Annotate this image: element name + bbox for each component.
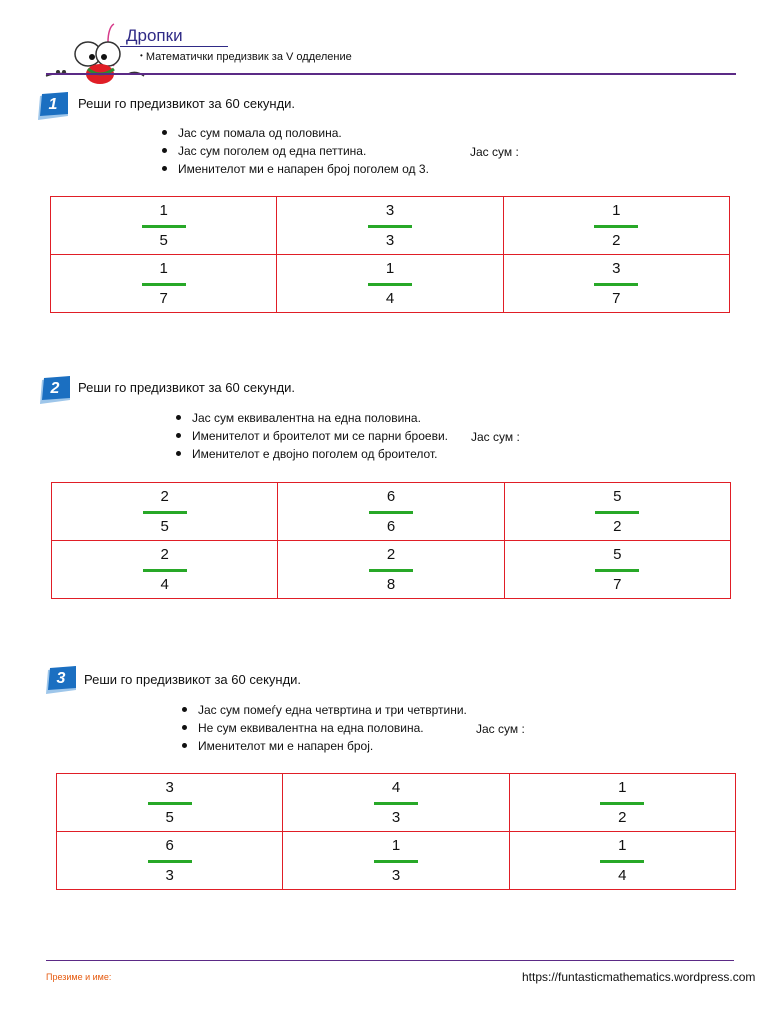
numerator: 6 <box>386 487 396 505</box>
fraction-cell[interactable] <box>504 541 730 599</box>
fraction-bar <box>600 802 644 805</box>
fraction-cell[interactable] <box>57 832 283 890</box>
clue-item: Јас сум помала од половина. <box>156 124 429 142</box>
clue-list <box>170 409 448 463</box>
fraction <box>142 201 186 251</box>
denominator: 5 <box>160 517 169 535</box>
fraction-cell[interactable] <box>51 197 277 255</box>
table-row <box>57 774 736 832</box>
task-number: 3 <box>56 670 66 687</box>
fraction-cell[interactable] <box>509 832 735 890</box>
table-row <box>51 255 730 313</box>
numerator: 2 <box>160 545 169 563</box>
denominator: 5 <box>159 231 168 249</box>
table-row <box>57 832 736 890</box>
fraction <box>143 545 187 595</box>
footer-divider <box>46 960 734 961</box>
clue-item: Именителот ми е напарен број поголем од 3. <box>156 160 429 178</box>
fraction-cell[interactable] <box>52 541 278 599</box>
fraction-bar <box>143 569 187 572</box>
answer-label: Јас сум : <box>476 722 525 736</box>
fraction <box>600 778 644 828</box>
fraction <box>148 778 192 828</box>
website-url: https://funtasticmathematics.wordpress.com <box>522 970 756 984</box>
numerator: 4 <box>391 778 401 796</box>
denominator: 4 <box>385 289 395 307</box>
numerator: 1 <box>618 778 627 796</box>
clue-item: Јас сум поголем од една петтина. <box>156 142 429 160</box>
fraction <box>600 836 644 886</box>
task-number: 2 <box>50 380 60 397</box>
numerator: 3 <box>612 259 621 277</box>
fraction-table <box>50 196 730 313</box>
denominator: 7 <box>613 575 622 593</box>
denominator: 5 <box>165 808 174 826</box>
denominator: 6 <box>386 517 396 535</box>
numerator: 6 <box>165 836 174 854</box>
fraction <box>595 545 639 595</box>
fraction-bar <box>594 225 638 228</box>
clue-list <box>176 701 467 755</box>
fraction-bar <box>595 569 639 572</box>
fraction-bar <box>143 511 187 514</box>
fraction <box>595 487 639 537</box>
fraction-bar <box>368 283 412 286</box>
fraction-bar <box>368 225 412 228</box>
denominator: 4 <box>160 575 169 593</box>
denominator: 7 <box>612 289 621 307</box>
numerator: 1 <box>612 201 621 219</box>
clue-item: Именителот и броителот ми се парни броеви. <box>170 427 448 445</box>
fraction-bar <box>148 802 192 805</box>
header-divider <box>46 73 736 75</box>
clue-item: Именителот е двојно поголем од броителот. <box>170 445 448 463</box>
numerator: 5 <box>613 487 622 505</box>
denominator: 2 <box>613 517 622 535</box>
task-number-badge <box>46 666 74 692</box>
fraction <box>594 201 638 251</box>
fraction-cell[interactable] <box>278 483 504 541</box>
fraction-bar <box>374 802 418 805</box>
fraction <box>594 259 638 309</box>
fraction-cell[interactable] <box>503 197 729 255</box>
denominator: 7 <box>159 289 168 307</box>
fraction-bar <box>142 225 186 228</box>
fraction <box>368 201 412 251</box>
fraction-cell[interactable] <box>57 774 283 832</box>
fraction <box>369 545 413 595</box>
fraction-bar <box>595 511 639 514</box>
fraction <box>143 487 187 537</box>
fraction <box>369 487 413 537</box>
fraction-cell[interactable] <box>503 255 729 313</box>
clue-item: Не сум еквивалентна на една половина. <box>176 719 467 737</box>
denominator: 3 <box>391 808 401 826</box>
fraction <box>142 259 186 309</box>
fraction-cell[interactable] <box>509 774 735 832</box>
denominator: 3 <box>165 866 174 884</box>
fraction-bar <box>369 569 413 572</box>
fraction <box>148 836 192 886</box>
numerator: 1 <box>618 836 627 854</box>
answer-label: Јас сум : <box>471 430 520 444</box>
numerator: 2 <box>386 545 396 563</box>
task-number: 1 <box>48 96 58 113</box>
numerator: 3 <box>165 778 174 796</box>
denominator: 3 <box>391 866 401 884</box>
fraction-bar <box>600 860 644 863</box>
task-title: Реши го предизвикот за 60 секунди. <box>78 96 296 111</box>
numerator: 2 <box>160 487 169 505</box>
fraction-bar <box>369 511 413 514</box>
table-row <box>51 197 730 255</box>
task-title: Реши го предизвикот за 60 секунди. <box>84 672 302 687</box>
numerator: 5 <box>613 545 622 563</box>
numerator: 1 <box>159 201 168 219</box>
fraction-bar <box>594 283 638 286</box>
name-label: Презиме и име: <box>46 972 112 982</box>
task-number-badge <box>38 92 66 118</box>
page-subtitle: • Математички предизвик за V одделение <box>140 51 352 63</box>
numerator: 3 <box>385 201 395 219</box>
fraction-cell[interactable] <box>52 483 278 541</box>
denominator: 3 <box>385 231 395 249</box>
task-number-badge <box>40 376 68 402</box>
fraction <box>374 836 418 886</box>
clue-item: Јас сум еквивалентна на една половина. <box>170 409 448 427</box>
answer-label: Јас сум : <box>470 145 519 159</box>
denominator: 2 <box>618 808 627 826</box>
denominator: 8 <box>386 575 396 593</box>
denominator: 4 <box>618 866 627 884</box>
clue-list <box>156 124 429 178</box>
fraction-cell[interactable] <box>277 197 503 255</box>
clue-item: Јас сум помеѓу една четвртина и три четвртини. <box>176 701 467 719</box>
fraction-bar <box>142 283 186 286</box>
denominator: 2 <box>612 231 621 249</box>
fraction <box>368 259 412 309</box>
fraction-cell[interactable] <box>51 255 277 313</box>
fraction-bar <box>374 860 418 863</box>
task-title: Реши го предизвикот за 60 секунди. <box>78 380 296 395</box>
fraction-cell[interactable] <box>504 483 730 541</box>
numerator: 1 <box>159 259 168 277</box>
fraction-cell[interactable] <box>277 255 503 313</box>
numerator: 1 <box>385 259 395 277</box>
clue-item: Именителот ми е напарен број. <box>176 737 467 755</box>
title-underline <box>120 46 228 47</box>
fraction-table <box>56 773 736 890</box>
numerator: 1 <box>391 836 401 854</box>
fraction-cell[interactable] <box>278 541 504 599</box>
table-row <box>52 541 731 599</box>
fraction-cell[interactable] <box>283 774 509 832</box>
page-title: Дропки <box>126 26 183 45</box>
fraction <box>374 778 418 828</box>
table-row <box>52 483 731 541</box>
fraction-table <box>51 482 731 599</box>
fraction-bar <box>148 860 192 863</box>
fraction-cell[interactable] <box>283 832 509 890</box>
